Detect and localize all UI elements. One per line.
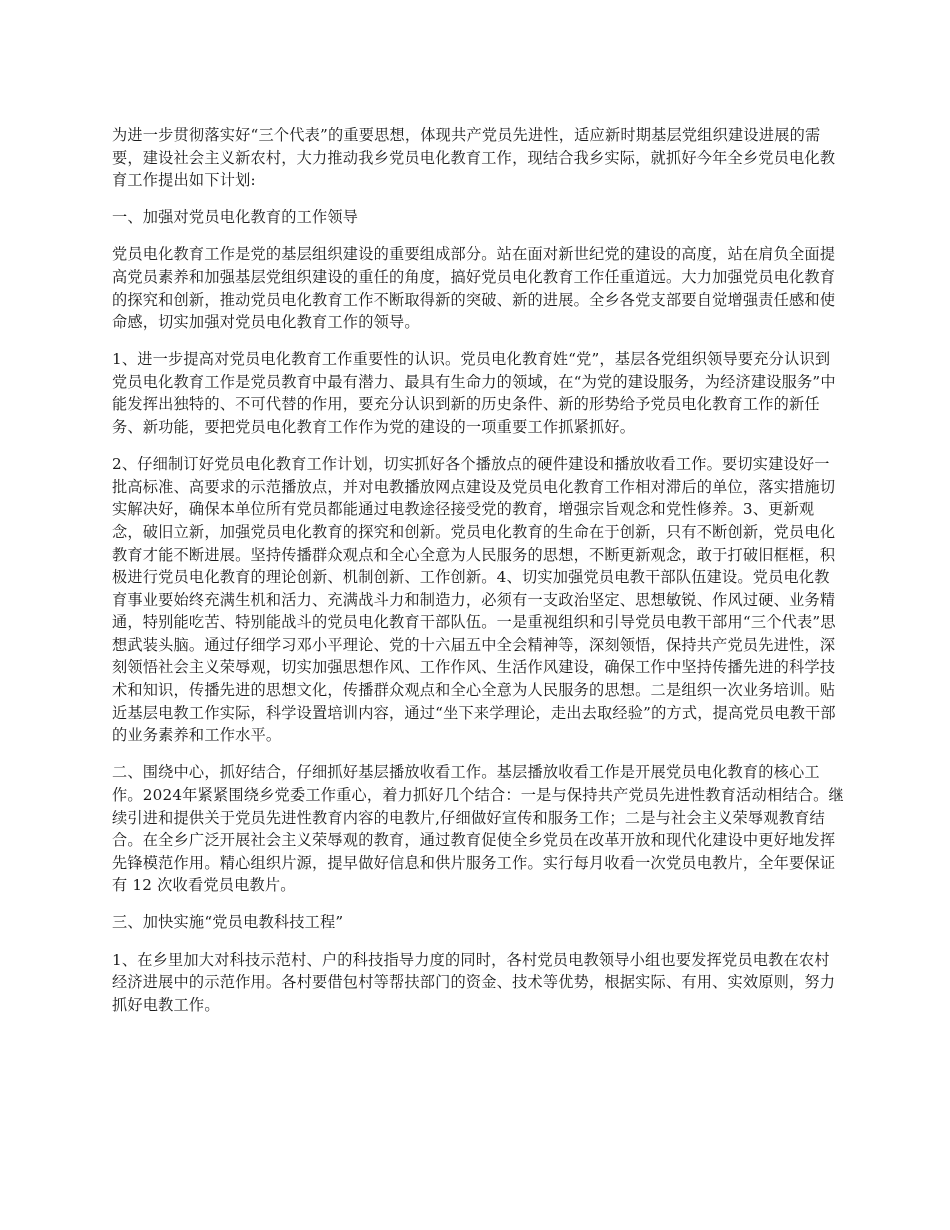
document-body [112, 124, 844, 1031]
section-3-item-1-paragraph: 1、在乡里加大对科技示范村、户的科技指导力度的同时，各村党员电教领导小组也要发挥党员电教在农村经济进展中的示范作用。各村要借包村等帮扶部门的资金、技术等优势，根据实际、有用、实效原则，努力抓好电教工作。 [112, 950, 836, 1014]
item-2-paragraph: 2、仔细制订好党员电化教育工作计划，切实抓好各个播放点的硬件建设和播放收看工作。要切实建设好一批高标准、高要求的示范播放点，并对电教播放网点建设及党员电化教育工作相对滞后的单位，落实措施切实解决好，确保本单位所有党员都能通过电教途径接受党的教育，增强宗旨观念和党性修养。3、更新观念，破旧立新，加强党员电化教育的探究和创新。党员电化教育的生命在于创新，只有不断创新，党员电化教育才能不断进展。坚持传播群众观点和全心全意为人民服务的思想，不断更新观念，敢于打破旧框框，积极进行党员电化教育的理论创新、机制创新、工作创新。4、切实加强党员电教干部队伍建设。党员电化教育事业要始终充满生机和活力、充满战斗力和制造力，必须有一支政治坚定、思想敏锐、作风过硬、业务精通，特别能吃苦、特别能战斗的党员电化教育干部队伍。一是重视组织和引导党员电教干部用“三个代表”思想武装头脑。通过仔细学习邓小平理论、党的十六届五中全会精神等，深刻领悟，保持共产党员先进性，深刻领悟社会主义荣辱观，切实加强思想作风、工作作风、生活作风建设，确保工作中坚持传播先进的科学技术和知识，传播先进的思想文化，传播群众观点和全心全意为人民服务的思想。二是组织一次业务培训。贴近基层电教工作实际，科学设置培训内容，通过“坐下来学理论，走出去取经验”的方式，提高党员电教干部的业务素养和工作水平。 [112, 455, 836, 745]
intro-paragraph: 为进一步贯彻落实好“三个代表”的重要思想，体现共产党员先进性，适应新时期基层党组织建设进展的需要，建设社会主义新农村，大力推动我乡党员电化教育工作，现结合我乡实际，就抓好今年全乡党员电化教育工作提出如下计划: [112, 126, 836, 190]
section-2-paragraph: 二、围绕中心，抓好结合，仔细抓好基层播放收看工作。基层播放收看工作是开展党员电化教育的核心工作。2024年紧紧围绕乡党委工作重心，着力抓好几个结合：一是与保持共产党员先进性教育活动相结合。继续引进和提供关于党员先进性教育内容的电教片,仔细做好宣传和服务工作；二是与社会主义荣辱观教育结合。在全乡广泛开展社会主义荣辱观的教育，通过教育促使全乡党员在改革开放和现代化建设中更好地发挥先锋模范作用。精心组织片源，提早做好信息和供片服务工作。实行每月收看一次党员电教片，全年要保证有 12 次收看党员电教片。 [112, 763, 844, 895]
item-1-paragraph: 1、进一步提高对党员电化教育工作重要性的认识。党员电化教育姓“党”，基层各党组织领导要充分认识到党员电化教育工作是党员教育中最有潜力、最具有生命力的领域，在“为党的建设服务，为经济建设服务”中能发挥出独特的、不可代替的作用，要充分认识到新的历史条件、新的形势给予党员电化教育工作的新任务、新功能，要把党员电化教育工作作为党的建设的一项重要工作抓紧抓好。 [112, 350, 836, 437]
section-heading-1: 一、加强对党员电化教育的工作领导 [112, 208, 359, 227]
section-1-paragraph: 党员电化教育工作是党的基层组织建设的重要组成部分。站在面对新世纪党的建设的高度，站在肩负全面提高党员素养和加强基层党组织建设的重任的角度，搞好党员电化教育工作任重道远。大力加强党员电化教育的探究和创新，推动党员电化教育工作不断取得新的突破、新的进展。全乡各党支部要自觉增强责任感和使命感，切实加强对党员电化教育工作的领导。 [112, 245, 836, 332]
section-heading-3: 三、加快实施“党员电教科技工程” [112, 913, 344, 932]
